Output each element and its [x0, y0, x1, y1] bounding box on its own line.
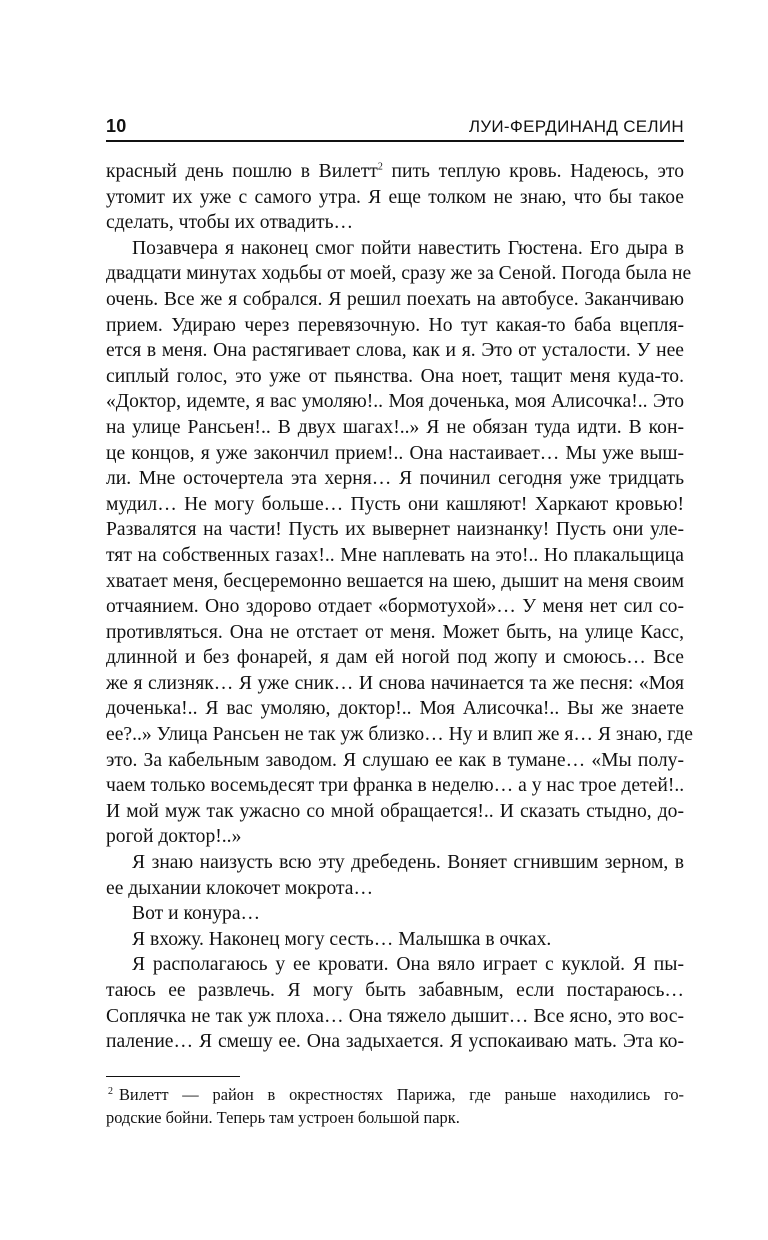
text-line: утомит их уже с самого утра. Я еще толком не знаю, что бы такое: [106, 186, 684, 208]
footnote-rule: [106, 1076, 240, 1077]
footnote-text: родские бойни. Теперь там устроен большой парк.: [106, 1108, 460, 1127]
text-line: доченька!.. Я вас умоляю, доктор!.. Моя Алисочка!.. Вы же знаете: [106, 698, 684, 720]
footnote: [106, 1083, 684, 1129]
text-line: двадцати минутах ходьбы от моей, сразу же за Сеной. Погода была не: [106, 263, 692, 285]
footnote-line: [106, 1083, 684, 1106]
text-line: чаем только восемьдесят три франка в неделю… а у нас трое детей!..: [106, 775, 685, 797]
text-line: отчаянием. Оно здорово отдает «бормотухой»… У меня нет сил со-: [106, 596, 684, 618]
running-header: [106, 113, 684, 137]
text-line: И мой муж так ужасно со мной обращается!.. И сказать стыдно, до-: [106, 800, 684, 822]
text-line: ется в меня. Она растягивает слова, как и я. Это от усталости. У нее: [106, 340, 684, 362]
text-line: длинной и без фонарей, я дам ей ногой под жопу и смоюсь… Все: [106, 647, 684, 669]
text-line: хватает меня, бесцеремонно вешается на шею, дышит на меня своим: [106, 570, 684, 592]
text-line: це концов, я уже закончил прием!.. Она настаивает… Мы уже выш-: [106, 442, 684, 464]
text-segment: красный день пошлю в Вилетт: [106, 161, 378, 182]
text-line: же я слизняк… Я уже сник… И снова начинается та же песня: «Моя: [106, 672, 684, 694]
text-line: мудил… Не могу больше… Пусть они кашляют! Харкают кровью!: [106, 493, 684, 515]
text-line: Развалятся на части! Пусть их вывернет наизнанку! Пусть они уле-: [106, 519, 684, 541]
header-rule: [106, 140, 684, 142]
text-line: противляться. Она не отстает от меня. Может быть, на улице Касс,: [106, 621, 684, 643]
text-line: Я знаю наизусть всю эту дребедень. Воняет сгнившим зерном, в: [132, 852, 684, 874]
text-line: сиплый голос, это уже от пьянства. Она ноет, тащит меня куда-то.: [106, 365, 684, 387]
text-line: таюсь ее развлечь. Я могу быть забавным, если постараюсь…: [106, 980, 684, 1001]
text-line: «Доктор, идемте, я вас умоляю!.. Моя доченька, моя Алисочка!.. Это: [106, 391, 684, 413]
text-line: тят на собственных газах!.. Мне наплевать на это!.. Но плакальщица: [106, 544, 684, 566]
text-line: Вот и конура…: [132, 903, 261, 925]
text-line: сделать, чтобы их отвадить…: [106, 212, 354, 234]
text-line: рогой доктор!..»: [106, 826, 242, 848]
text-line: Я располагаюсь у ее кровати. Она вяло играет с куклой. Я пы-: [132, 954, 684, 976]
text-line: ее дыхании клокочет мокрота…: [106, 877, 374, 899]
footnote-line: [106, 1106, 684, 1129]
text-line: очень. Все же я собрался. Я решил поехать на автобусе. Заканчиваю: [106, 288, 684, 310]
text-line: Позавчера я наконец смог пойти навестить Гюстена. Его дыра в: [132, 237, 684, 259]
text-line: ли. Мне осточертела эта херня… Я починил сегодня уже тридцать: [106, 468, 684, 490]
footnote-text: Вилетт — район в окрестностях Парижа, где раньше находились го-: [119, 1085, 684, 1104]
text-line: это. За кабельным заводом. Я слушаю ее как в тумане… «Мы полу-: [106, 749, 684, 771]
body-text: [106, 159, 693, 1055]
text-line: ее?..» Улица Рансьен не так уж близко… Ну и влип же я… Я знаю, где: [106, 724, 693, 746]
text-line: паление… Я смешу ее. Она задыхается. Я успокаиваю мать. Эта ко-: [106, 1031, 684, 1053]
text-line: на улице Рансьен!.. В двух шагах!..» Я не обязан туда идти. В кон-: [106, 416, 684, 438]
text-line: [106, 159, 684, 185]
text-line: Соплячка не так уж плоха… Она тяжело дышит… Все ясно, это вос-: [106, 1005, 684, 1027]
footnote-number: 2: [108, 1085, 113, 1097]
text-line: прием. Удираю через перевязочную. Но тут какая-то баба вцепля-: [106, 314, 684, 336]
running-title: ЛУИ-ФЕРДИНАНД СЕЛИН: [468, 117, 684, 136]
footnote-marker: 2: [377, 161, 383, 173]
text-segment: пить теплую кровь. Надеюсь, это: [382, 161, 685, 182]
text-line: Я вхожу. Наконец могу сесть… Малышка в очках.: [132, 928, 552, 950]
page-number: 10: [106, 116, 127, 136]
